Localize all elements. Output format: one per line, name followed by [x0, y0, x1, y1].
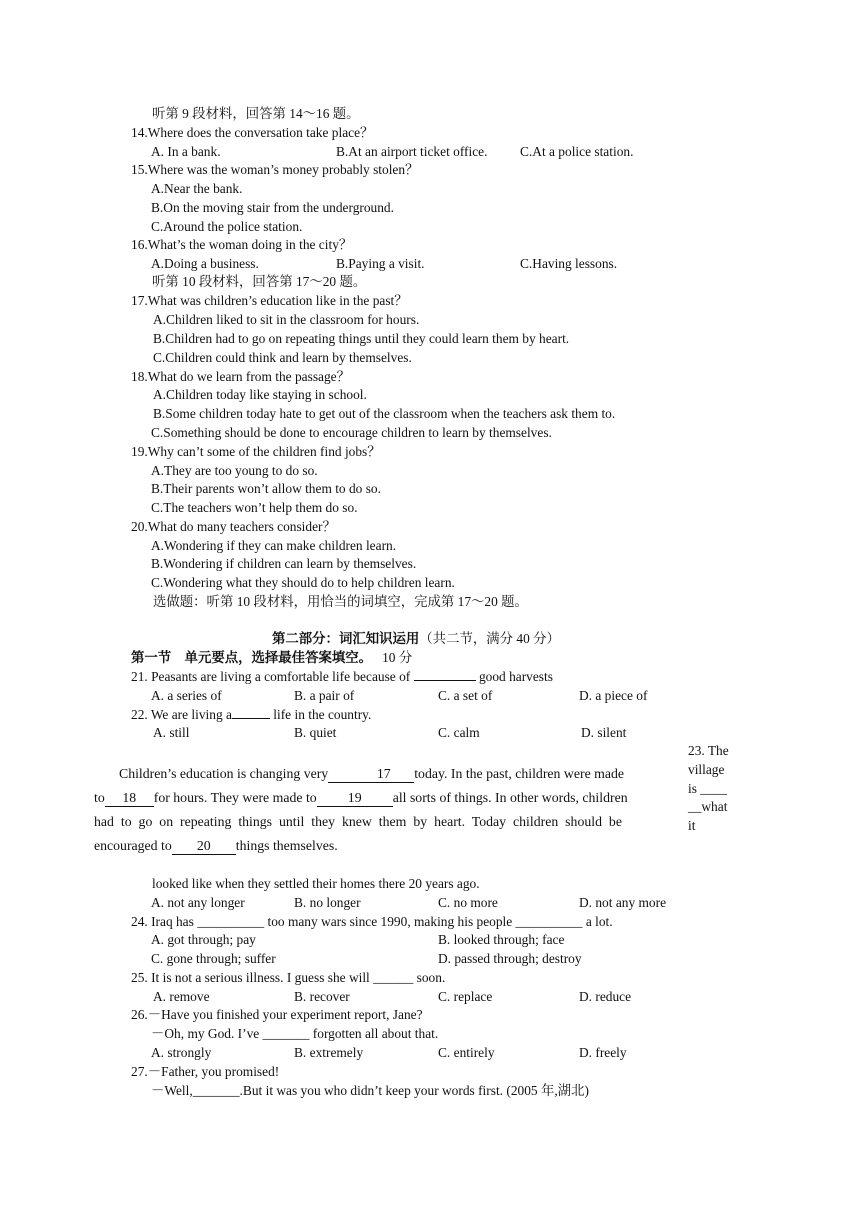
passage-text: today. In the past, children were made: [414, 766, 625, 781]
question-18-stem: 18.What do we learn from the passage？: [131, 369, 351, 384]
q22-option-b: B. quiet: [294, 725, 337, 740]
section-1-title: [131, 649, 412, 667]
passage-text: to: [94, 790, 105, 805]
passage-text: encouraged to: [94, 838, 172, 853]
part-2-title-score: （共二节，满分 40 分）: [419, 631, 560, 646]
question-21-stem: [131, 668, 553, 686]
question-25-stem: 25. It is not a serious illness. I guess she will ______ soon.: [131, 970, 446, 985]
q18-option-c: C.Something should be done to encourage children to learn by themselves.: [151, 425, 552, 440]
question-14-stem: 14.Where does the conversation take place？: [131, 125, 374, 140]
question-23-stem-continued: looked like when they settled their homes there 20 years ago.: [152, 876, 480, 891]
blank-20: 20: [172, 837, 236, 855]
q22-stem-post: life in the country.: [269, 707, 372, 722]
cloze-passage-line-1: [94, 762, 688, 786]
q26-option-c: C. entirely: [438, 1045, 495, 1060]
q14-option-a: A. In a bank.: [151, 144, 221, 159]
section-10-instruction: 听第 10 段材料，回答第 17～20 题。: [152, 274, 367, 289]
question-24-stem: 24. Iraq has __________ too many wars since 1990, making his people __________ a lot.: [131, 914, 613, 929]
question-15-stem: 15.Where was the woman’s money probably stolen？: [131, 162, 419, 177]
q19-option-b: B.Their parents won’t allow them to do so.: [151, 481, 381, 496]
part-2-title-bold: 第二部分：词汇知识运用: [272, 631, 420, 646]
q26-option-a: A. strongly: [151, 1045, 212, 1060]
q21-option-d: D. a piece of: [579, 688, 648, 703]
q15-option-a: A.Near the bank.: [151, 181, 243, 196]
q20-option-a: A.Wondering if they can make children learn.: [151, 538, 397, 553]
q25-option-c: C. replace: [438, 989, 493, 1004]
q25-option-d: D. reduce: [579, 989, 632, 1004]
q17-option-c: C.Children could think and learn by themselves.: [153, 350, 412, 365]
question-27-dialogue-reply: －Well,_______.But it was you who didn’t keep your words first. (2005 年,湖北): [151, 1083, 589, 1098]
q19-option-a: A.They are too young to do so.: [151, 463, 318, 478]
q18-option-b: B.Some children today hate to get out of the classroom when the teachers ask them to.: [153, 406, 616, 421]
q21-option-a: A. a series of: [151, 688, 222, 703]
cloze-passage-line-4: [94, 834, 688, 858]
question-23-stem-column: 23. The village is ______what it: [688, 743, 729, 834]
q18-option-a: A.Children today like staying in school.: [153, 387, 367, 402]
q26-option-d: D. freely: [579, 1045, 627, 1060]
part-2-title: [272, 630, 560, 648]
blank-19: 19: [317, 789, 393, 807]
q22-option-d: D. silent: [581, 725, 627, 740]
q22-option-a: A. still: [153, 725, 190, 740]
cloze-passage-line-2: [94, 786, 688, 810]
question-26-stem: 26.－Have you finished your experiment report, Jane?: [131, 1007, 423, 1022]
q15-option-c: C.Around the police station.: [151, 219, 303, 234]
q22-option-c: C. calm: [438, 725, 480, 740]
q23-option-d: D. not any more: [579, 895, 667, 910]
q21-option-b: B. a pair of: [294, 688, 355, 703]
q15-option-b: B.On the moving stair from the underground.: [151, 200, 394, 215]
q14-option-b: B.At an airport ticket office.: [336, 144, 488, 159]
q25-option-a: A. remove: [153, 989, 210, 1004]
q21-stem-post: good harvests: [475, 669, 553, 684]
question-19-stem: 19.Why can’t some of the children find jobs？: [131, 444, 381, 459]
q22-stem-pre: 22. We are living a: [131, 707, 232, 722]
passage-text: all sorts of things. In other words, children: [392, 790, 628, 805]
q23-option-a: A. not any longer: [151, 895, 245, 910]
passage-text: for hours. They were made to: [153, 790, 317, 805]
question-27-stem: 27.－Father, you promised!: [131, 1064, 280, 1079]
question-20-stem: 20.What do many teachers consider？: [131, 519, 336, 534]
blank-18: 18: [105, 789, 154, 807]
q20-option-c: C.Wondering what they should do to help children learn.: [151, 575, 455, 590]
q17-option-b: B.Children had to go on repeating things until they could learn them by heart.: [153, 331, 570, 346]
section-1-title-bold: 第一节 单元要点，选择最佳答案填空。: [131, 650, 373, 665]
q20-option-b: B.Wondering if children can learn by themselves.: [151, 556, 417, 571]
q14-option-c: C.At a police station.: [520, 144, 634, 159]
q21-option-c: C. a set of: [438, 688, 493, 703]
section-1-score: 10 分: [382, 650, 413, 665]
q23-option-b: B. no longer: [294, 895, 361, 910]
q19-option-c: C.The teachers won’t help them do so.: [151, 500, 358, 515]
question-17-stem: 17.What was children’s education like in the past？: [131, 293, 408, 308]
blank-17: 17: [328, 765, 414, 783]
q21-blank: [414, 680, 476, 681]
q25-option-b: B. recover: [294, 989, 350, 1004]
q16-option-a: A.Doing a business.: [151, 256, 259, 271]
q24-option-c: C. gone through; suffer: [151, 951, 276, 966]
question-26-dialogue-reply: －Oh, my God. I’ve _______ forgotten all about that.: [151, 1026, 439, 1041]
q22-blank: [232, 718, 270, 719]
q16-option-b: B.Paying a visit.: [336, 256, 425, 271]
q24-option-d: D. passed through; destroy: [438, 951, 582, 966]
q24-option-b: B. looked through; face: [438, 932, 565, 947]
cloze-passage-line-3: had to go on repeating things until they knew them by heart. Today children should be: [94, 814, 622, 829]
passage-text: Children’s education is changing very: [119, 766, 329, 781]
q24-option-a: A. got through; pay: [151, 932, 256, 947]
q16-option-c: C.Having lessons.: [520, 256, 618, 271]
q21-stem-pre: 21. Peasants are living a comfortable life because of: [131, 669, 414, 684]
optional-task-instruction: 选做题：听第 10 段材料，用恰当的词填空，完成第 17～20 题。: [153, 594, 528, 609]
q26-option-b: B. extremely: [294, 1045, 364, 1060]
section-9-instruction: 听第 9 段材料，回答第 14～16 题。: [152, 106, 360, 121]
question-16-stem: 16.What’s the woman doing in the city？: [131, 237, 353, 252]
question-22-stem: [131, 706, 371, 724]
passage-text: things themselves.: [235, 838, 338, 853]
q17-option-a: A.Children liked to sit in the classroom for hours.: [153, 312, 420, 327]
q23-option-c: C. no more: [438, 895, 498, 910]
